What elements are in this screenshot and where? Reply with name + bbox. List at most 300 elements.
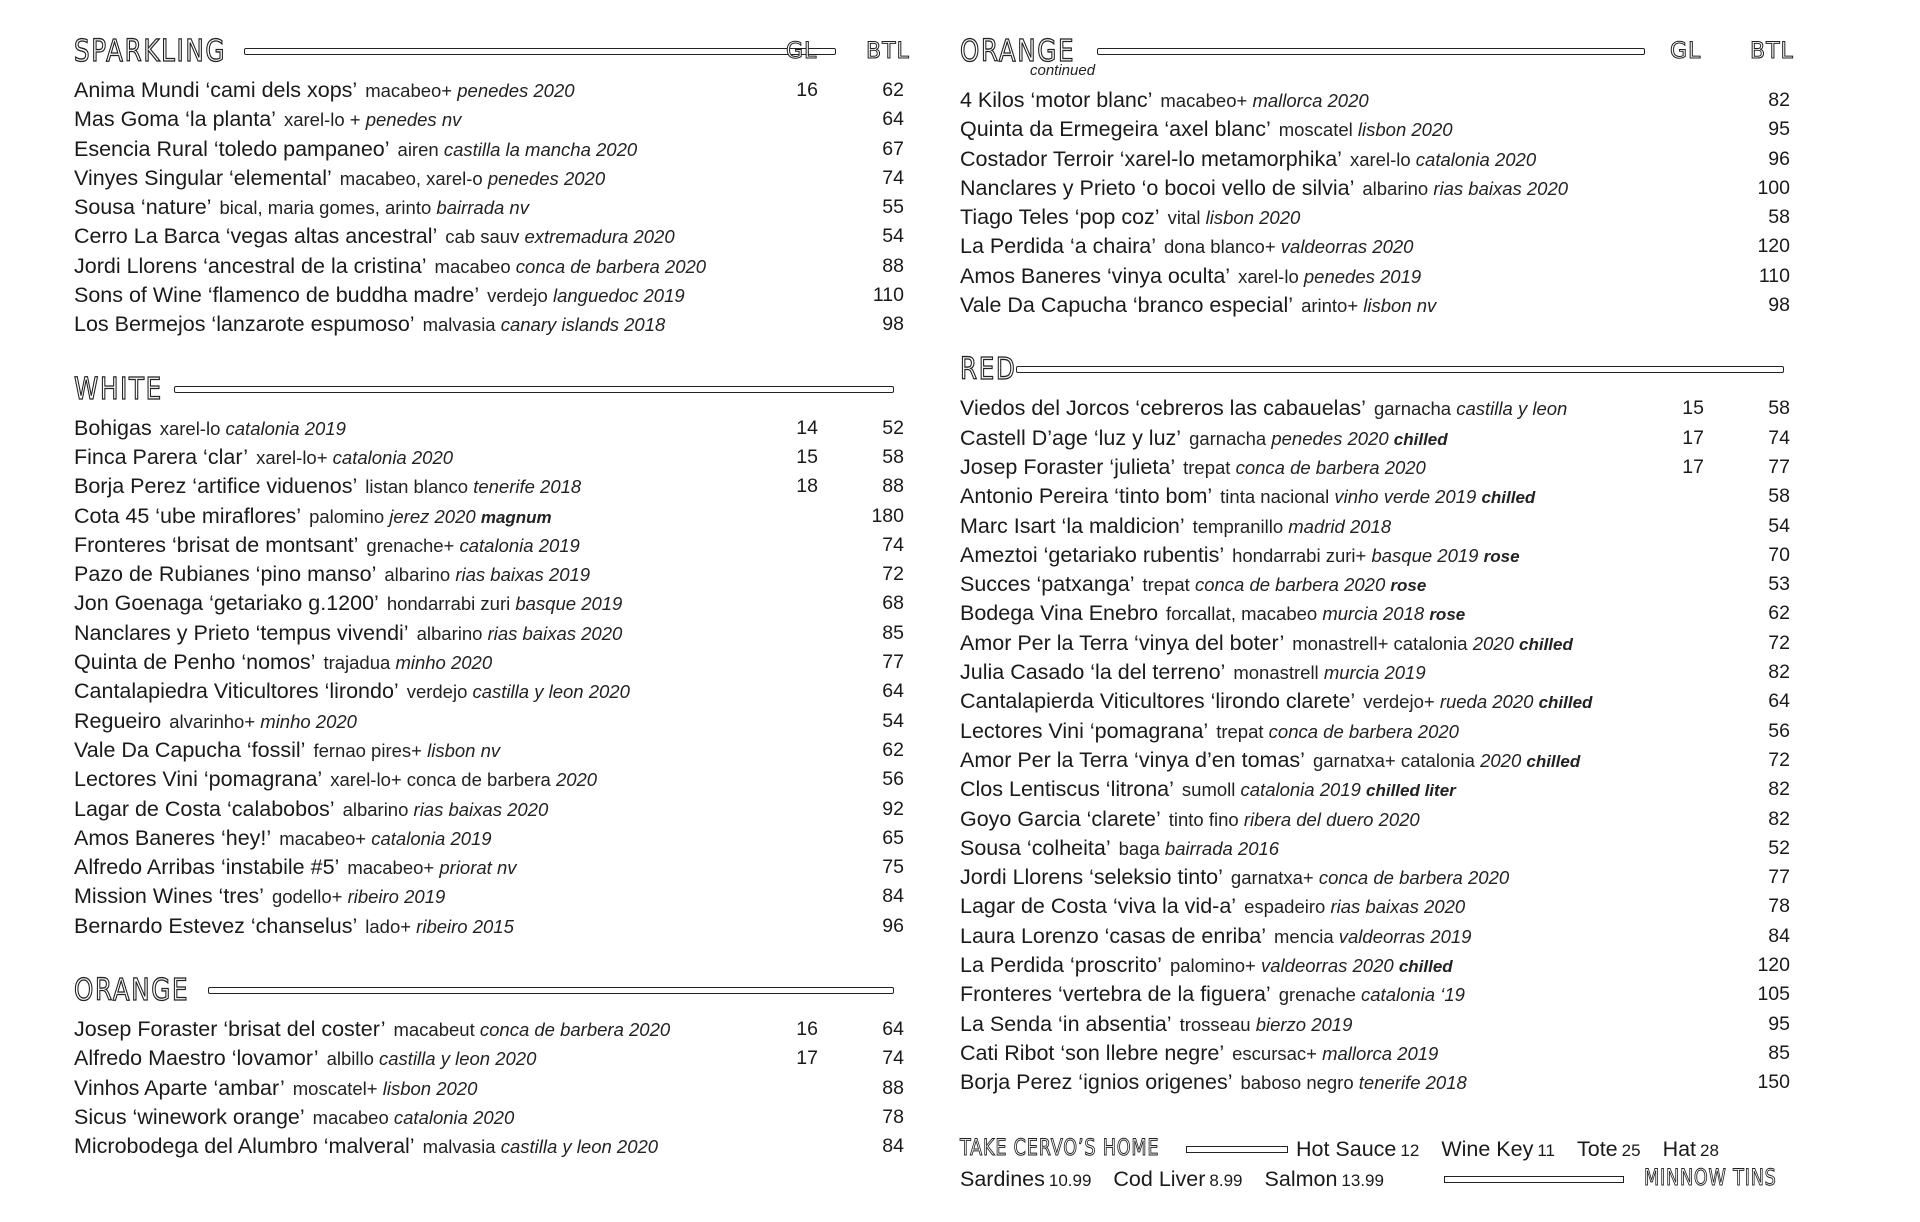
wine-region: 2020 (1472, 632, 1514, 654)
wine-bottle-price: 78 (882, 1105, 904, 1128)
wine-row (74, 1015, 904, 1044)
tins-cod-liver: Cod Liver (1113, 1167, 1206, 1191)
wine-grape: macabeo+ (1160, 90, 1248, 111)
wine-region: conca de barbera 2020 (1235, 456, 1426, 478)
wine-grape: albarino (342, 798, 409, 820)
wine-region: jerez 2020 (389, 505, 476, 527)
wine-bottle-price: 72 (882, 563, 904, 586)
wine-description (1180, 1014, 1353, 1035)
wine-region: rueda 2020 (1439, 691, 1534, 713)
merch-hot-sauce: Hot Sauce (1296, 1137, 1397, 1161)
wine-region: extremadura 2020 (524, 226, 675, 248)
wine-bottle-price: 84 (1768, 924, 1790, 947)
wine-name: Mas Goma ‘la planta’ (74, 107, 276, 132)
wine-description (1182, 779, 1456, 800)
wine-description (1301, 295, 1436, 316)
orange-continued-list (960, 86, 1790, 320)
wine-row (74, 472, 904, 501)
wine-grape: baboso negro (1240, 1072, 1354, 1094)
wine-name: Lagar de Costa ‘viva la vid-a’ (960, 894, 1237, 919)
wine-bottle-price: 58 (1768, 397, 1790, 420)
wine-grape: albarino (416, 622, 483, 644)
wine-row (74, 589, 904, 618)
wine-region: lisbon 2020 (382, 1077, 478, 1099)
orange-continued-header (960, 30, 1794, 84)
wine-region: castilla y leon 2020 (379, 1048, 537, 1070)
wine-name: Fronteres ‘brisat de montsant’ (74, 532, 359, 557)
wine-grape: palomino+ (1169, 955, 1256, 977)
wine-region: lisbon nv (427, 739, 501, 761)
wine-note: magnum (480, 507, 552, 527)
wine-bottle-price: 74 (1768, 426, 1790, 449)
wine-bottle-price: 54 (882, 709, 904, 732)
sparkling-rule (244, 48, 836, 55)
wine-grape: xarel-lo+ conca de barbera (330, 769, 551, 791)
wine-row (74, 1103, 904, 1132)
wine-description (340, 168, 605, 189)
wine-region: valdeorras 2020 (1280, 236, 1414, 258)
wine-name: Pazo de Rubianes ‘pino manso’ (74, 562, 377, 587)
wine-region: languedoc 2019 (552, 285, 685, 307)
wine-region: conca de barbera 2020 (479, 1019, 671, 1041)
wine-grape: verdejo (487, 285, 548, 307)
wine-region: catalonia ‘19 (1361, 984, 1465, 1006)
tins-title: MINNOW TINS (1644, 1166, 1777, 1191)
wine-description (423, 314, 666, 335)
wine-description (487, 285, 685, 306)
wine-name: Cerro La Barca ‘vegas altas ancestral’ (74, 224, 438, 249)
wine-grape: alvarinho+ (169, 710, 256, 732)
tins-salmon-price: 13.99 (1341, 1171, 1384, 1190)
wine-grape: garnacha (1373, 398, 1452, 420)
wine-description (1362, 178, 1568, 199)
wine-name: Tiago Teles ‘pop coz’ (960, 205, 1160, 230)
merch-items (1296, 1134, 1719, 1167)
wine-name: La Perdida ‘proscrito’ (960, 953, 1162, 978)
wine-grape: tinto fino (1168, 808, 1239, 830)
wine-glass-price: 14 (796, 416, 818, 439)
wine-row (74, 1044, 904, 1073)
white-header (74, 368, 904, 412)
wine-name: Mission Wines ‘tres’ (74, 884, 264, 909)
merch-wine-key: Wine Key (1441, 1137, 1534, 1161)
wine-description (327, 1048, 537, 1069)
merch-block (960, 1134, 1790, 1194)
wine-bottle-price: 67 (882, 137, 904, 160)
wine-region: rias baixas 2020 (1433, 177, 1569, 199)
wine-name: 4 Kilos ‘motor blanc’ (960, 88, 1153, 112)
wine-grape: macabeo+ (279, 827, 367, 849)
wine-region: minho 2020 (395, 652, 493, 674)
wine-grape: macabeo+ (347, 857, 435, 879)
wine-grape: fernao pires+ (313, 739, 422, 761)
wine-bottle-price: 64 (1768, 690, 1790, 713)
merch-rule (1186, 1146, 1288, 1153)
wine-description (435, 256, 707, 277)
wine-description (272, 886, 445, 907)
wine-description (1189, 428, 1448, 449)
wine-bottle-price: 72 (1768, 748, 1790, 771)
wine-description (330, 769, 597, 790)
white-list (74, 414, 904, 941)
wine-glass-price: 18 (796, 475, 818, 498)
wine-description (1238, 266, 1421, 287)
wine-grape: moscatel+ (292, 1077, 378, 1099)
wine-bottle-price: 58 (1768, 206, 1790, 229)
merch-wine-key-price: 11 (1537, 1141, 1555, 1160)
wine-region: ribeiro 2019 (347, 886, 446, 908)
wine-bottle-price: 98 (882, 313, 904, 336)
wine-name: Laura Lorenzo ‘casas de enriba’ (960, 923, 1266, 948)
wine-region: murcia 2019 (1323, 662, 1426, 684)
wine-bottle-price: 95 (1768, 118, 1790, 141)
right-column (960, 30, 1794, 1098)
wine-name: Ameztoi ‘getariako rubentis’ (960, 542, 1225, 567)
wine-bottle-price: 82 (1768, 661, 1790, 684)
wine-description (309, 506, 552, 527)
wine-grape: palomino (309, 505, 385, 527)
wine-row (960, 951, 1790, 980)
wine-grape: macabeo, xarel-o (339, 167, 483, 189)
wine-region: lisbon 2020 (1357, 119, 1453, 141)
wine-grape: xarel-lo+ (256, 446, 328, 468)
wine-bottle-price: 120 (1757, 954, 1790, 977)
wine-description (1119, 838, 1279, 859)
wine-grape: grenache (1278, 984, 1356, 1006)
wine-row (960, 658, 1790, 687)
red-header (960, 348, 1790, 392)
wine-row (74, 853, 904, 882)
wine-name: Amos Baneres ‘hey!’ (74, 825, 272, 850)
wine-region: valdeorras 2020 (1261, 955, 1394, 977)
wine-row (74, 105, 904, 134)
wine-bottle-price: 85 (1768, 1041, 1790, 1064)
wine-row (74, 765, 904, 794)
wine-region: catalonia 2019 (225, 417, 346, 439)
merch-hat-price: 28 (1700, 1141, 1719, 1160)
wine-grape: macabeo (434, 255, 511, 277)
wine-name: Fronteres ‘vertebra de la figuera’ (960, 982, 1271, 1007)
wine-name: Vinyes Singular ‘elemental’ (74, 165, 332, 190)
wine-bottle-price: 74 (882, 533, 904, 556)
wine-name: Vinhos Aparte ‘ambar’ (74, 1075, 285, 1100)
wine-row (74, 222, 904, 251)
wine-region: basque 2019 (1371, 544, 1479, 566)
wine-row (960, 145, 1790, 174)
wine-grape: verdejo+ (1363, 691, 1435, 713)
wine-name: Cati Ribot ‘son llebre negre’ (960, 1040, 1225, 1065)
wine-bottle-price: 82 (1768, 89, 1790, 111)
wine-name: Bodega Vina Enebro (960, 601, 1159, 626)
wine-glass-price: 17 (1682, 426, 1704, 449)
wine-name: Vale Da Capucha ‘fossil’ (74, 737, 306, 762)
wine-description (1183, 457, 1426, 478)
wine-region: castilla y leon (1456, 398, 1568, 420)
wine-row (74, 736, 904, 765)
wine-name: La Senda ‘in absentia’ (960, 1011, 1172, 1036)
wine-name: Borja Perez ‘artifice viduenos’ (74, 474, 358, 499)
wine-row (74, 795, 904, 824)
wine-grape: baga (1118, 837, 1160, 859)
wine-row (960, 232, 1790, 261)
wine-region: catalonia 2019 (371, 827, 492, 849)
merch-hot-sauce-price: 12 (1400, 1141, 1420, 1160)
wine-name: Josep Foraster ‘brisat del coster’ (74, 1017, 386, 1042)
wine-bottle-price: 52 (882, 416, 904, 439)
wine-name: Cantalapierda Viticultores ‘lirondo clarete’ (960, 689, 1356, 714)
wine-region: rias baixas 2020 (1330, 896, 1466, 918)
wine-bottle-price: 110 (872, 284, 904, 307)
wine-bottle-price: 68 (882, 592, 904, 615)
wine-bottle-price: 82 (1768, 778, 1790, 801)
wine-description (365, 916, 514, 937)
wine-description (1363, 691, 1592, 712)
wine-bottle-price: 150 (1757, 1071, 1790, 1094)
wine-row (960, 541, 1790, 570)
wine-description (365, 476, 581, 497)
wine-name: Lagar de Costa ‘calabobos’ (74, 796, 335, 821)
wine-name: Quinta da Ermegeira ‘axel blanc’ (960, 117, 1271, 142)
wine-bottle-price: 95 (1768, 1012, 1790, 1035)
wine-row (960, 86, 1790, 115)
merch-hat: Hat (1662, 1137, 1697, 1161)
wine-grape: garnatxa+ (1230, 867, 1314, 889)
wine-name: Alfredo Maestro ‘lovamor’ (74, 1046, 319, 1071)
wine-grape: monastrell (1233, 662, 1319, 684)
wine-grape: hondarrabi zuri+ (1232, 544, 1367, 566)
wine-bottle-price: 52 (1768, 836, 1790, 859)
wine-row (960, 394, 1790, 423)
wine-region: penedes nv (365, 109, 462, 131)
wine-grape: mencia (1273, 925, 1334, 947)
wine-name: Microbodega del Alumbro ‘malveral’ (74, 1134, 415, 1159)
wine-grape: macabeut (393, 1019, 475, 1041)
wine-description (407, 681, 630, 702)
wine-row (74, 619, 904, 648)
wine-region: conca de barbera 2020 (515, 255, 707, 277)
wine-description (1143, 574, 1427, 595)
wine-bottle-price: 75 (882, 856, 904, 879)
wine-grape: espadeiro (1244, 896, 1326, 918)
wine-grape: cab sauv (445, 226, 520, 248)
wine-note: chilled (1481, 488, 1536, 508)
wine-region: penedes 2020 (457, 80, 575, 101)
wine-region: 2020 (555, 769, 598, 791)
wine-row (960, 453, 1790, 482)
wine-row (960, 599, 1790, 628)
wine-description (1170, 955, 1453, 976)
wine-row (960, 424, 1790, 453)
wine-row (960, 746, 1790, 775)
wine-bottle-price: 85 (882, 621, 904, 644)
wine-row (960, 203, 1790, 232)
wine-region: mallorca 2020 (1252, 90, 1369, 111)
wine-row (960, 892, 1790, 921)
wine-grape: dona blanco+ (1164, 236, 1276, 258)
wine-bottle-price: 56 (1768, 719, 1790, 742)
wine-name: Quinta de Penho ‘nomos’ (74, 650, 316, 675)
wine-grape: albillo (326, 1048, 374, 1070)
wine-region: penedes 2020 (1271, 427, 1389, 449)
wine-name: Clos Lentiscus ‘litrona’ (960, 777, 1174, 802)
wine-name: Nanclares y Prieto ‘o bocoi vello de silvia’ (960, 175, 1355, 200)
wine-row (74, 882, 904, 911)
wine-region: conca de barbera 2020 (1268, 720, 1459, 742)
wine-grape: macabeo (312, 1106, 389, 1128)
wine-row (74, 310, 904, 339)
left-column (74, 30, 910, 1162)
wine-grape: albarino (1362, 177, 1429, 199)
wine-region: conca de barbera 2020 (1194, 574, 1386, 596)
wine-row (74, 135, 904, 164)
wine-row (960, 922, 1790, 951)
wine-description (384, 564, 590, 585)
tins-rule (1444, 1176, 1624, 1183)
wine-description (169, 711, 357, 732)
wine-name: Sicus ‘winework orange’ (74, 1104, 305, 1129)
wine-note: rose (1483, 546, 1520, 566)
red-title: RED (960, 352, 1017, 388)
merch-line (960, 1134, 1790, 1164)
wine-name: Nanclares y Prieto ‘tempus vivendi’ (74, 620, 409, 645)
wine-description (284, 109, 461, 130)
wine-grape: tinta nacional (1220, 486, 1330, 508)
wine-description (423, 1136, 659, 1157)
wine-region: madrid 2018 (1288, 515, 1392, 537)
tins-cod-liver-price: 8.99 (1209, 1171, 1243, 1190)
wine-region: vinho verde 2019 (1334, 486, 1477, 508)
wine-row (74, 443, 904, 472)
wine-region: penedes 2019 (1303, 265, 1422, 287)
wine-glass-price: 17 (796, 1047, 818, 1070)
merch-title: TAKE CERVO’S HOME (960, 1136, 1160, 1161)
wine-bottle-price: 58 (1768, 485, 1790, 508)
wine-description (1231, 867, 1509, 888)
wine-row (960, 980, 1790, 1009)
wine-row (74, 824, 904, 853)
merch-tote: Tote (1577, 1137, 1618, 1161)
wine-description (1220, 486, 1535, 507)
wine-grape: bical, maria gomes, arinto (219, 197, 432, 219)
wine-grape: forcallat, macabeo (1166, 603, 1318, 625)
wine-region: rias baixas 2020 (487, 622, 623, 644)
wine-grape: godello+ (271, 886, 343, 908)
wine-description (1240, 1072, 1466, 1093)
wine-region: minho 2020 (260, 710, 357, 732)
orange-list (74, 1015, 904, 1161)
wine-grape: trepat (1183, 456, 1231, 478)
wine-description (1232, 1043, 1438, 1064)
wine-bottle-price: 77 (1768, 866, 1790, 889)
merch-tote-price: 25 (1621, 1141, 1641, 1160)
wine-bottle-price: 54 (882, 225, 904, 248)
wine-bottle-price: 56 (882, 768, 904, 791)
wine-region: castilla la mancha 2020 (443, 138, 638, 160)
wine-row (74, 281, 904, 310)
wine-name: Bernardo Estevez ‘chanselus’ (74, 913, 358, 938)
wine-glass-price: 16 (796, 1018, 818, 1041)
wine-region: 2020 (1480, 749, 1522, 771)
wine-name: Castell D’age ‘luz y luz’ (960, 425, 1182, 450)
wine-description (1279, 984, 1465, 1005)
wine-bottle-price: 62 (882, 79, 904, 101)
orange-continued-gl-header: GL (1670, 39, 1702, 64)
wine-name: Marc Isart ‘la maldicion’ (960, 513, 1185, 538)
wine-name: Antonio Pereira ‘tinto bom’ (960, 484, 1213, 509)
wine-bottle-price: 100 (1757, 176, 1790, 199)
wine-row (74, 252, 904, 281)
wine-grape: hondarrabi zuri (386, 593, 511, 615)
wine-name: Costador Terroir ‘xarel-lo metamorphika’ (960, 146, 1342, 171)
wine-name: Jordi Llorens ‘ancestral de la cristina’ (74, 253, 427, 278)
wine-name: Los Bermejos ‘lanzarote espumoso’ (74, 312, 415, 337)
wine-region: catalonia 2020 (332, 446, 454, 468)
wine-grape: trosseau (1179, 1013, 1251, 1035)
wine-row (960, 291, 1790, 320)
red-list (960, 394, 1790, 1097)
wine-grape: escursac+ (1232, 1042, 1317, 1064)
wine-description (1193, 516, 1391, 537)
wine-row (960, 570, 1790, 599)
wine-region: lisbon 2020 (1205, 207, 1301, 229)
wine-glass-price: 17 (1682, 455, 1704, 478)
wine-bottle-price: 78 (1768, 895, 1790, 918)
wine-description (313, 740, 500, 761)
wine-bottle-price: 82 (1768, 807, 1790, 830)
wine-note: rose (1429, 605, 1466, 625)
wine-name: Jon Goenaga ‘getariako g.1200’ (74, 591, 379, 616)
wine-glass-price: 15 (796, 445, 818, 468)
wine-region: castilla y leon 2020 (472, 681, 630, 703)
wine-bottle-price: 77 (882, 651, 904, 674)
wine-row (74, 502, 904, 531)
wine-name: Sousa ‘nature’ (74, 195, 212, 220)
wine-grape: xarel-lo (1349, 148, 1411, 170)
wine-grape: sumoll (1181, 779, 1236, 801)
wine-grape: lado+ (365, 915, 412, 937)
wine-name: Viedos del Jorcos ‘cebreros las cabauelas’ (960, 396, 1366, 421)
wine-name: Bohigas (74, 415, 152, 440)
wine-name: Lectores Vini ‘pomagrana’ (960, 718, 1209, 743)
tins-sardines-price: 10.99 (1048, 1171, 1092, 1190)
red-rule (1016, 366, 1784, 373)
wine-bottle-price: 110 (1758, 264, 1790, 287)
wine-grape: trepat (1142, 574, 1190, 596)
wine-row (74, 76, 904, 105)
wine-description (445, 226, 674, 247)
wine-bottle-price: 70 (1768, 543, 1790, 566)
wine-grape: monastrell+ catalonia (1292, 632, 1468, 654)
wine-description (1292, 633, 1573, 654)
wine-row (74, 707, 904, 736)
wine-description (343, 799, 549, 820)
wine-description (219, 197, 529, 218)
wine-description (1350, 149, 1536, 170)
tins-salmon: Salmon (1264, 1167, 1338, 1191)
wine-description (323, 652, 492, 673)
wine-name: Goyo Garcia ‘clarete’ (960, 806, 1161, 831)
wine-bottle-price: 120 (1757, 235, 1790, 258)
wine-grape: malvasia (422, 1136, 496, 1158)
wine-row (960, 174, 1790, 203)
wine-name: Amos Baneres ‘vinya oculta’ (960, 263, 1231, 288)
orange-continued-btl-header: BTL (1750, 39, 1794, 64)
wine-row (960, 805, 1790, 834)
wine-bottle-price: 62 (882, 738, 904, 761)
wine-name: Sousa ‘colheita’ (960, 835, 1111, 860)
wine-region: rias baixas 2019 (455, 564, 591, 586)
wine-grape: xarel-lo (1238, 265, 1299, 287)
